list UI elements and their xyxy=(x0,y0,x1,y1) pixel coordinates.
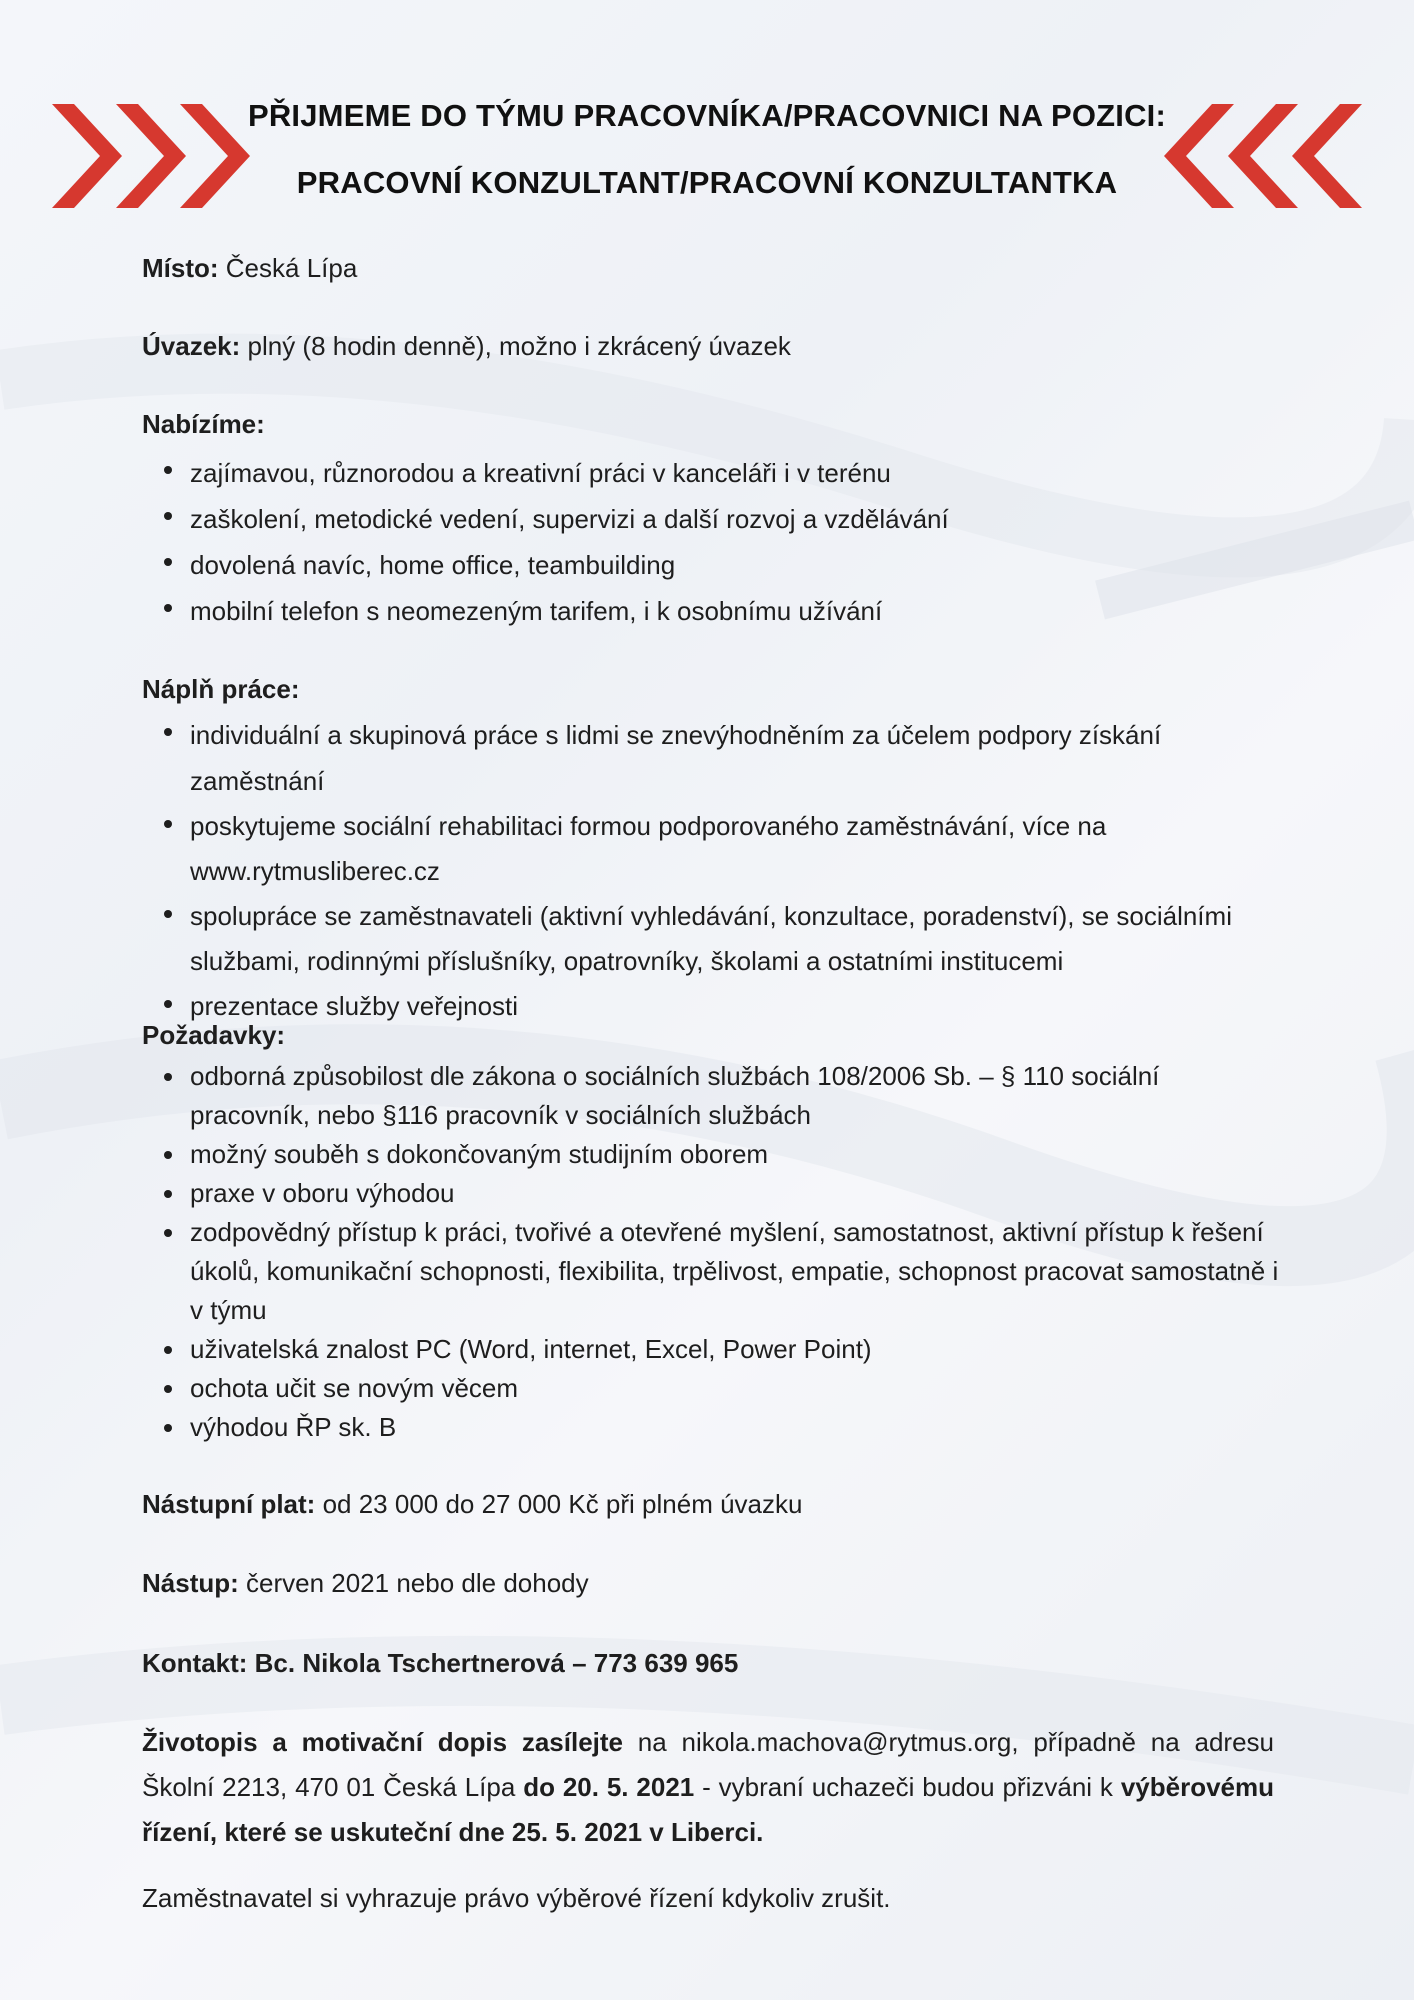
offer-item: zaškolení, metodické vedení, supervizi a další rozvoj a vzdělávání xyxy=(142,496,1272,542)
title-line-1: PŘIJMEME DO TÝMU PRACOVNÍKA/PRACOVNICI NA POZICI: xyxy=(247,98,1167,133)
requirements-item: uživatelská znalost PC (Word, internet, Excel, Power Point) xyxy=(142,1330,1282,1369)
start-value: červen 2021 nebo dle dohody xyxy=(238,1568,589,1598)
application-cv-label: Životopis a motivační dopis zasílejte xyxy=(142,1727,624,1757)
place-line xyxy=(142,253,357,284)
workload-value: plný (8 hodin denně), možno i zkrácený úvazek xyxy=(240,331,791,361)
duties-item: spolupráce se zaměstnavateli (aktivní vyhledávání, konzultace, poradenství), se sociálními službami, rodinnými příslušníky, opatrovníky, školami a ostatními institucemi xyxy=(142,894,1290,984)
duties-heading: Náplň práce: xyxy=(142,674,300,704)
salary-line xyxy=(142,1489,802,1520)
workload-label: Úvazek: xyxy=(142,331,241,361)
application-interview: výběrovému řízení, které se uskuteční dne 25. 5. 2021 v Liberci. xyxy=(142,1772,1274,1847)
requirements-item: výhodou ŘP sk. B xyxy=(142,1408,1282,1447)
requirements-item: odborná způsobilost dle zákona o sociálních službách 108/2006 Sb. – § 110 sociální pracovník, nebo §116 pracovník v sociálních službách xyxy=(142,1057,1282,1135)
requirements-list xyxy=(142,1057,1282,1447)
place-value: Česká Lípa xyxy=(218,253,358,283)
duties-list xyxy=(142,712,1282,1029)
duties-item: individuální a skupinová práce s lidmi se znevýhodněním za účelem podpory získání zaměstnání xyxy=(142,712,1282,804)
start-line xyxy=(142,1568,589,1599)
contact-line: Kontakt: Bc. Nikola Tschertnerová – 773 639 965 xyxy=(142,1648,739,1678)
salary-label: Nástupní plat: xyxy=(142,1489,316,1519)
workload-line xyxy=(142,331,791,362)
requirements-item: možný souběh s dokončovaným studijním oborem xyxy=(142,1135,1282,1174)
offer-item: zajímavou, různorodou a kreativní práci v kanceláři i v terénu xyxy=(142,450,1272,496)
duties-item: prezentace služby veřejnosti xyxy=(142,984,1282,1029)
offer-list xyxy=(142,450,1272,634)
application-paragraph xyxy=(142,1720,1274,1855)
requirements-item: zodpovědný přístup k práci, tvořivé a otevřené myšlení, samostatnost, aktivní přístup k řešení úkolů, komunikační schopnosti, flexibilita, trpělivost, empatie, schopnost pracovat samostatně i v týmu xyxy=(142,1213,1290,1330)
salary-value: od 23 000 do 27 000 Kč při plném úvazku xyxy=(315,1489,803,1519)
application-address: na nikola.machova@rytmus.org, případně na adresu Školní 2213, 470 01 Česká Lípa xyxy=(142,1727,1274,1802)
offer-item: mobilní telefon s neomezeným tarifem, i k osobnímu užívání xyxy=(142,588,1272,634)
title-line-2: PRACOVNÍ KONZULTANT/PRACOVNÍ KONZULTANTKA xyxy=(296,165,1118,200)
application-deadline: do 20. 5. 2021 xyxy=(523,1772,695,1802)
offer-item: dovolená navíc, home office, teambuilding xyxy=(142,542,1272,588)
duties-item: poskytujeme sociální rehabilitaci formou podporovaného zaměstnávání, více na www.rytmusliberec.cz xyxy=(142,804,1130,894)
start-label: Nástup: xyxy=(142,1568,239,1598)
requirements-heading: Požadavky: xyxy=(142,1020,286,1050)
disclaimer: Zaměstnavatel si vyhrazuje právo výběrové řízení kdykoliv zrušit. xyxy=(142,1883,891,1913)
place-label: Místo: xyxy=(142,253,219,283)
application-note: - vybraní uchazeči budou přizváni k xyxy=(694,1772,1121,1802)
offer-heading: Nabízíme: xyxy=(142,409,265,439)
header xyxy=(0,0,1414,240)
requirements-item: praxe v oboru výhodou xyxy=(142,1174,1282,1213)
requirements-item: ochota učit se novým věcem xyxy=(142,1369,1282,1408)
